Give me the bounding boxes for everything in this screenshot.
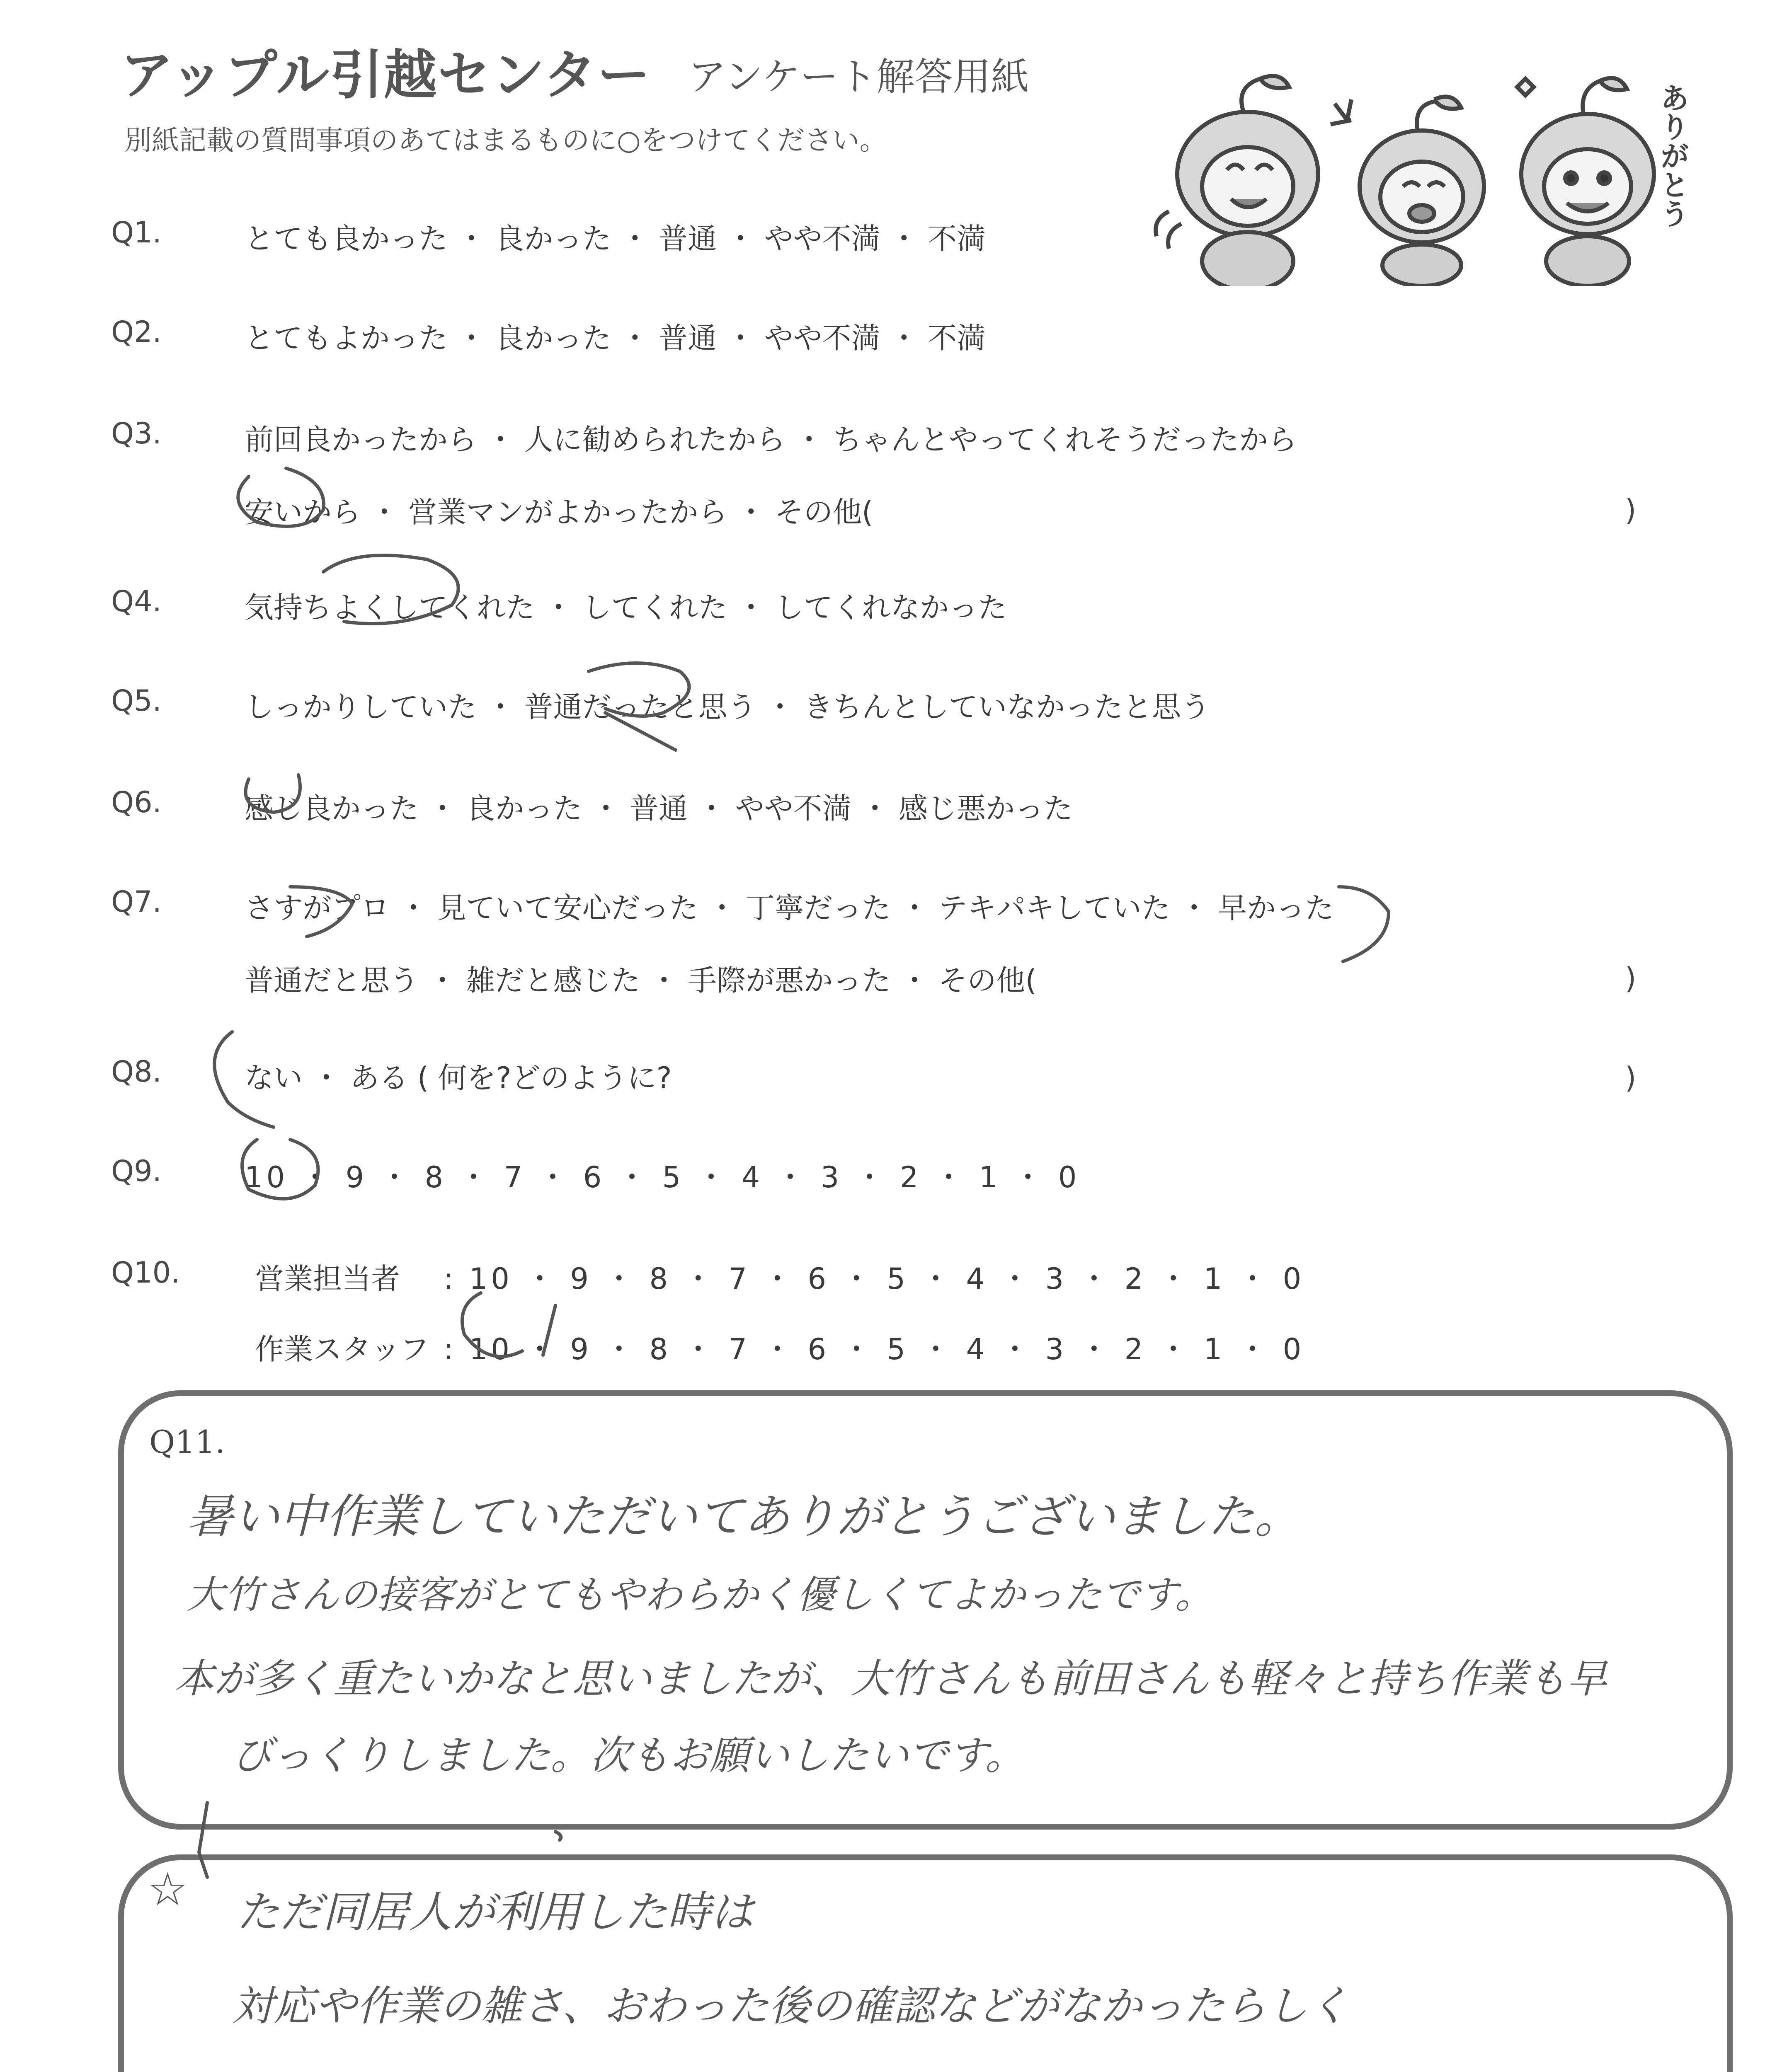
q5-options: しっかりしていた ・ 普通だったと思う ・ きちんとしていなかったと思う: [245, 690, 1210, 724]
q11-label: Q11.: [149, 1423, 225, 1460]
q7-options-line2: 普通だと思う ・ 雑だと感じた ・ 手際が悪かった ・ その他(: [245, 963, 1037, 997]
note-line2: 対応や作業の雑さ、おわった後の確認などがなかったらしく: [232, 1982, 1349, 2030]
q7-options-line1: さすがプロ ・ 見ていて安心だった ・ 丁寧だった ・ テキパキしていた ・ 早かった: [245, 891, 1334, 925]
q8-label: Q8.: [111, 1055, 162, 1089]
q1-options: とても良かった ・ 良かった ・ 普通 ・ やや不満 ・ 不満: [245, 222, 986, 256]
q10-staff-scale: : 10 ・ 9 ・ 8 ・ 7 ・ 6 ・ 5 ・ 4 ・ 3 ・ 2 ・ 1 ・ 0: [444, 1332, 1305, 1366]
q10-staff-label: 作業スタッフ: [255, 1332, 429, 1366]
mascot-thanks-text: ありがとう: [1656, 83, 1690, 228]
q10-sales-scale: : 10 ・ 9 ・ 8 ・ 7 ・ 6 ・ 5 ・ 4 ・ 3 ・ 2 ・ 1 ・ 0: [444, 1262, 1305, 1296]
q2-label: Q2.: [111, 315, 162, 349]
star-mark: ☆: [147, 1863, 188, 1916]
q3-label: Q3.: [111, 416, 162, 450]
form-subtitle: アンケート解答用紙: [688, 55, 1029, 99]
q11-comment-line2: 大竹さんの接客がとてもやわらかく優しくてよかったです。: [187, 1573, 1213, 1617]
q10-label: Q10.: [111, 1256, 180, 1290]
q9-label: Q9.: [111, 1154, 162, 1188]
q9-scale: 10 ・ 9 ・ 8 ・ 7 ・ 6 ・ 5 ・ 4 ・ 3 ・ 2 ・ 1 ・ 0: [245, 1160, 1080, 1194]
q3-close-paren: ): [1625, 493, 1637, 527]
q11-comment-line1: 暑い中作業していただいてありがとうございました。: [187, 1490, 1301, 1544]
q4-options: 気持ちよくしてくれた ・ してくれた ・ してくれなかった: [245, 591, 1007, 625]
q8-options: ない ・ ある ( 何を?どのように?: [245, 1061, 672, 1095]
q7-label: Q7.: [111, 885, 162, 919]
q5-label: Q5.: [111, 684, 162, 718]
instruction-text: 別紙記載の質問事項のあてはまるものに○をつけてください。: [124, 124, 887, 156]
q3-options-line1: 前回良かったから ・ 人に勧められたから ・ ちゃんとやってくれそうだったから: [245, 423, 1297, 457]
q11-comment-line4: びっくりしました。次もお願いしたいです。: [232, 1732, 1025, 1779]
q6-options: 感じ良かった ・ 良かった ・ 普通 ・ やや不満 ・ 感じ悪かった: [245, 792, 1073, 825]
q6-label: Q6.: [111, 785, 162, 819]
q3-options-line2: 安いから ・ 営業マンがよかったから ・ その他(: [245, 495, 873, 529]
note-line1: ただ同居人が利用した時は: [236, 1887, 754, 1937]
q11-comment-line3: 本が多く重たいかなと思いましたが、大竹さんも前田さんも軽々と持ち作業も早: [174, 1656, 1607, 1702]
q2-options: とてもよかった ・ 良かった ・ 普通 ・ やや不満 ・ 不満: [245, 321, 986, 355]
q7-close-paren: ): [1625, 961, 1637, 995]
q4-label: Q4.: [111, 584, 162, 618]
q8-close-paren: ): [1625, 1061, 1637, 1095]
q10-sales-label: 営業担当者: [255, 1262, 400, 1296]
q1-label: Q1.: [111, 215, 162, 249]
form-title: アップル引越センター: [120, 44, 651, 106]
